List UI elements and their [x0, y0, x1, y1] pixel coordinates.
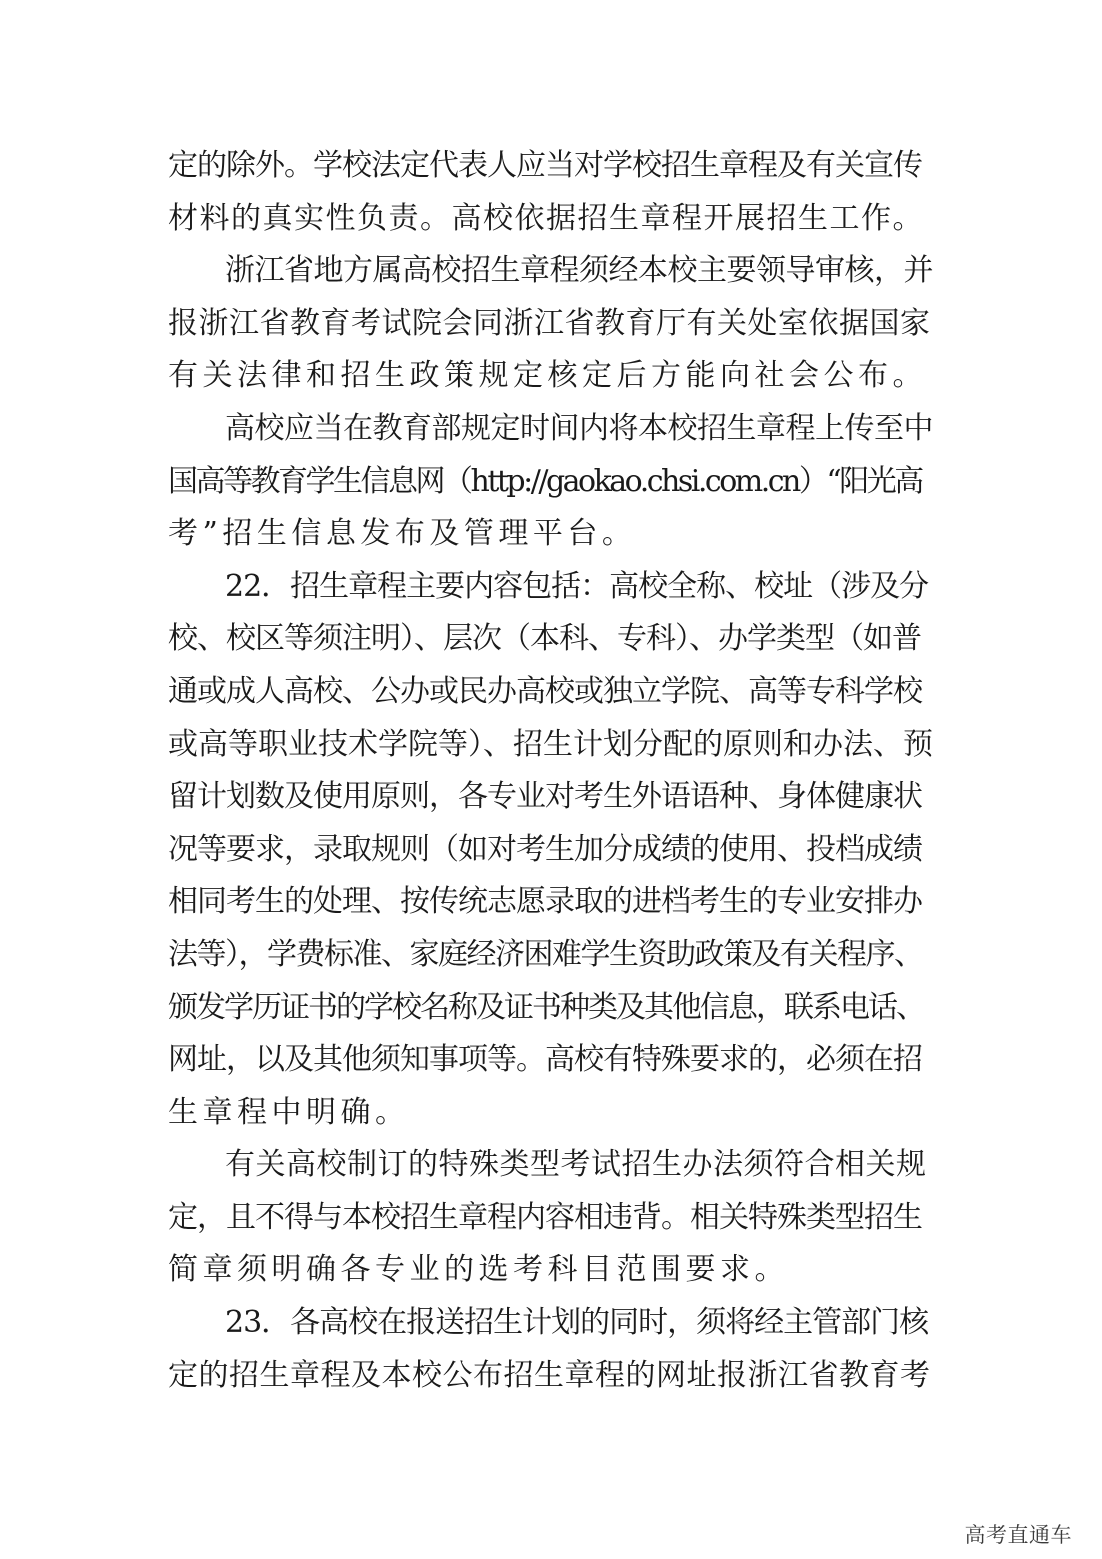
text-line: 定的除外。学校法定代表人应当对学校招生章程及有关宣传: [168, 148, 922, 183]
text-line: 网址，以及其他须知事项等。高校有特殊要求的，必须在招: [168, 1042, 922, 1078]
text-line: 况等要求，录取规则（如对考生加分成绩的使用、投档成绩: [168, 831, 922, 867]
text-line: 颁发学历证书的学校名称及证书种类及其他信息，联系电话、: [168, 989, 924, 1025]
paragraph-first-line: 有关高校制订的特殊类型考试招生办法须符合相关规: [225, 1147, 927, 1183]
paragraph-first-line: 23．各高校在报送招生计划的同时，须将经主管部门核: [225, 1305, 929, 1341]
paragraph-first-line: 22．招生章程主要内容包括：高校全称、校址（涉及分: [225, 568, 929, 604]
text-line: 留计划数及使用原则，各专业对考生外语语种、身体健康状: [168, 779, 922, 815]
text-line: 或高等职业技术学院等）、招生计划分配的原则和办法、预: [168, 726, 933, 762]
text-line: 报浙江省教育考试院会同浙江省教育厅有关处室依据国家: [168, 305, 931, 341]
text-line: 简章须明确各专业的选考科目范围要求。: [168, 1252, 789, 1288]
text-line: 定的招生章程及本校公布招生章程的网址报浙江省教育考: [168, 1357, 931, 1393]
watermark: 高考直通车: [964, 1523, 1072, 1547]
paragraph-first-line: 浙江省地方属高校招生章程须经本校主要领导审核，并: [225, 253, 933, 289]
text-line: 考”招生信息发布及管理平台。: [168, 516, 637, 552]
text-line: 定，且不得与本校招生章程内容相违背。相关特殊类型招生: [168, 1199, 922, 1235]
text-line: 校、校区等须注明）、层次（本科、专科）、办学类型（如普: [168, 621, 921, 657]
text-line: 相同考生的处理、按传统志愿录取的进档考生的专业安排办: [168, 884, 922, 920]
text-line: 生章程中明确。: [168, 1094, 410, 1130]
text-line: 国高等教育学生信息网（http://gaokao.chsi.com.cn）“阳光高: [168, 463, 922, 499]
text-line: 法等），学费标准、家庭经济困难学生资助政策及有关程序、: [168, 936, 923, 972]
text-line: 有关法律和招生政策规定核定后方能向社会公布。: [168, 358, 927, 394]
document-body: [168, 140, 934, 1402]
text-line: 材料的真实性负责。高校依据招生章程开展招生工作。: [168, 200, 924, 236]
text-line: 通或成人高校、公办或民办高校或独立学院、高等专科学校: [168, 673, 922, 709]
paragraph-first-line: 高校应当在教育部规定时间内将本校招生章程上传至中: [225, 410, 933, 446]
